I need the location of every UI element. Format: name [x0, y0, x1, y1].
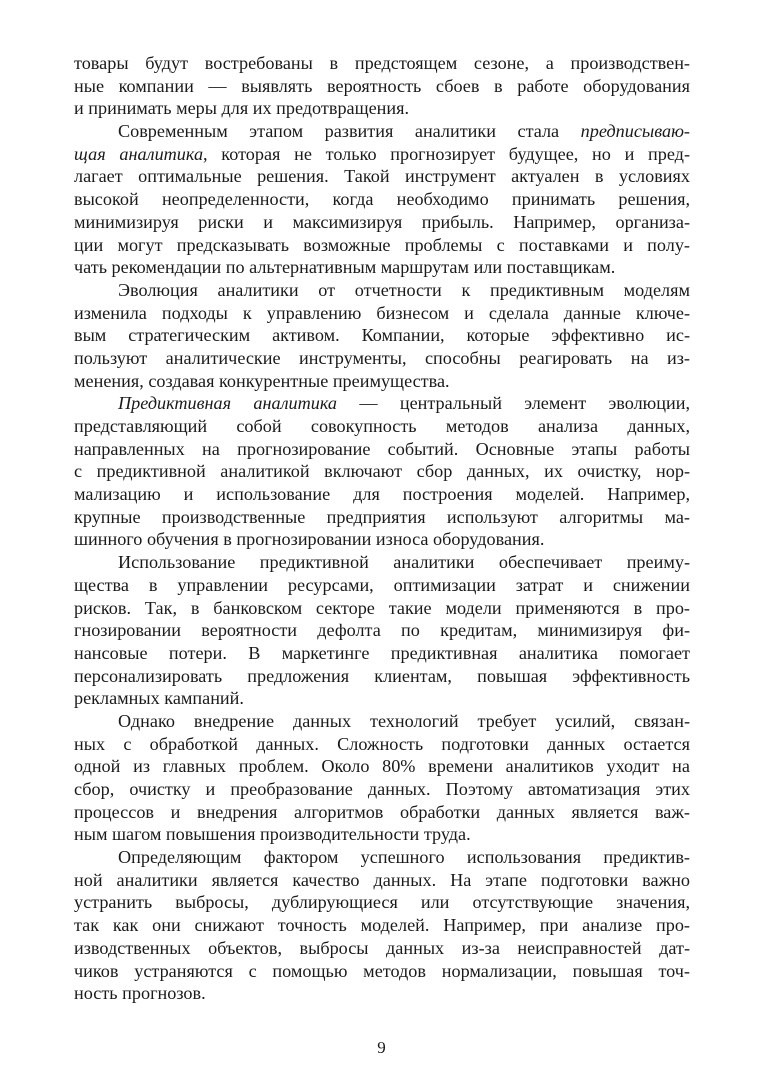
text-segment: товары будут востребованы в предстоящем сезоне, а производствен-	[74, 53, 690, 73]
text-line	[74, 279, 690, 302]
text-segment: сбор, очистку и преобразование данных. Поэтому автоматизация этих	[74, 779, 690, 799]
text-line	[74, 891, 690, 914]
text-line	[74, 256, 690, 279]
text-segment: одной из главных проблем. Около 80% времени аналитиков уходит на	[74, 756, 690, 777]
text-line	[74, 801, 690, 824]
text-segment: рекламных кампаний.	[74, 688, 244, 709]
text-segment: изменила подходы к управлению бизнесом и сделала данные ключе-	[74, 302, 690, 323]
text-segment: лагает оптимальные решения. Такой инструмент актуален в условиях	[74, 166, 690, 187]
text-line	[74, 75, 690, 98]
paragraph	[74, 710, 690, 846]
text-segment: с предиктивной аналитикой включают сбор данных, их очистку, нор-	[74, 461, 690, 482]
text-line	[74, 960, 690, 983]
text-line	[74, 392, 690, 415]
paragraph	[74, 279, 690, 392]
paragraph	[74, 551, 690, 710]
text-segment: — центральный элемент эволюции,	[337, 393, 690, 414]
text-line	[74, 483, 690, 506]
text-segment: рисков. Так, в банковском секторе такие модели применяются в про-	[74, 597, 690, 618]
paragraph	[74, 52, 690, 120]
text-line	[74, 120, 690, 143]
text-segment: процессов и внедрения алгоритмов обработки данных является важ-	[74, 801, 690, 822]
text-segment: гнозировании вероятности дефолта по кредитам, минимизируя фи-	[74, 620, 690, 641]
text-line	[74, 211, 690, 234]
text-segment: ной аналитики является качество данных. На этапе подготовки важно	[74, 869, 690, 890]
text-line	[74, 165, 690, 188]
text-line	[74, 665, 690, 688]
text-segment: вым стратегическим активом. Компании, которые эффективно ис-	[74, 325, 690, 346]
text-line	[74, 302, 690, 325]
text-line	[74, 869, 690, 892]
text-line	[74, 687, 690, 710]
text-segment: щества в управлении ресурсами, оптимизации затрат и снижении	[74, 574, 690, 595]
text-line	[74, 710, 690, 733]
paragraph	[74, 392, 690, 551]
text-segment: крупные производственные предприятия используют алгоритмы ма-	[74, 506, 690, 527]
text-segment: Однако внедрение данных технологий требует усилий, связан-	[118, 710, 690, 731]
paragraph	[74, 120, 690, 279]
italic-term: Предиктивная аналитика	[118, 393, 338, 414]
text-line	[74, 755, 690, 778]
text-line	[74, 143, 690, 166]
text-segment: чать рекомендации по альтернативным маршрутам или поставщикам.	[74, 257, 616, 278]
text-segment: высокой неопределенности, когда необходимо принимать решения,	[74, 189, 690, 210]
text-line	[74, 551, 690, 574]
text-segment: ные компании — выявлять вероятность сбоев в работе оборудования	[74, 75, 690, 96]
text-line	[74, 460, 690, 483]
page-number: 9	[377, 1038, 386, 1057]
text-line	[74, 234, 690, 257]
text-segment: пользуют аналитические инструменты, способны реагировать на из-	[74, 347, 690, 368]
text-line	[74, 778, 690, 801]
italic-term: щая аналитика	[74, 143, 204, 164]
text-segment: ции могут предсказывать возможные проблемы с поставками и полу-	[74, 234, 690, 255]
text-line	[74, 97, 690, 120]
text-line	[74, 619, 690, 642]
text-segment: ным шагом повышения производительности труда.	[74, 824, 471, 845]
text-segment: , которая не только прогнозирует будущее, но и пред-	[203, 143, 690, 164]
text-segment: Использование предиктивной аналитики обеспечивает преиму-	[118, 552, 690, 573]
text-segment: и принимать меры для их предотвращения.	[74, 98, 410, 119]
text-segment: мализацию и использование для построения моделей. Например,	[74, 484, 690, 505]
text-line	[74, 188, 690, 211]
text-line	[74, 642, 690, 665]
text-segment: ность прогнозов.	[74, 983, 206, 1004]
text-line	[74, 982, 690, 1005]
text-segment: Современным этапом развития аналитики стала	[118, 121, 581, 142]
text-line	[74, 574, 690, 597]
text-segment: персонализировать предложения клиентам, повышая эффективность	[74, 665, 690, 686]
text-line	[74, 597, 690, 620]
text-line	[74, 324, 690, 347]
text-segment: представляющий собой совокупность методов анализа данных,	[74, 416, 690, 436]
text-line	[74, 846, 690, 869]
text-line	[74, 937, 690, 960]
text-segment: чиков устраняются с помощью методов нормализации, повышая точ-	[74, 960, 690, 981]
text-segment: Эволюция аналитики от отчетности к предиктивным моделям	[118, 279, 690, 300]
text-line	[74, 370, 690, 393]
text-segment: минимизируя риски и максимизируя прибыль. Например, организа-	[74, 211, 690, 232]
text-segment: ных с обработкой данных. Сложность подготовки данных остается	[74, 733, 690, 754]
text-segment: нансовые потери. В маркетинге предиктивная аналитика помогает	[74, 642, 690, 663]
text-segment: так как они снижают точность моделей. Например, при анализе про-	[74, 915, 690, 936]
text-line	[74, 914, 690, 937]
text-line	[74, 438, 690, 461]
text-line	[74, 347, 690, 370]
text-segment: Определяющим фактором успешного использования предиктив-	[118, 847, 690, 868]
text-segment: изводственных объектов, выбросы данных из-за неисправностей дат-	[74, 937, 690, 958]
text-segment: устранить выбросы, дублирующиеся или отсутствующие значения,	[74, 892, 690, 913]
text-line	[74, 506, 690, 529]
text-line	[74, 52, 690, 75]
document-body	[74, 52, 690, 1005]
italic-term: предписываю-	[580, 121, 690, 142]
text-line	[74, 528, 690, 551]
text-line	[74, 823, 690, 846]
text-line	[74, 733, 690, 756]
text-line	[74, 415, 690, 438]
text-segment: направленных на прогнозирование событий. Основные этапы работы	[74, 438, 690, 459]
text-segment: шинного обучения в прогнозировании износа оборудования.	[74, 529, 545, 550]
paragraph	[74, 846, 690, 1005]
text-segment: менения, создавая конкурентные преимущества.	[74, 370, 450, 391]
